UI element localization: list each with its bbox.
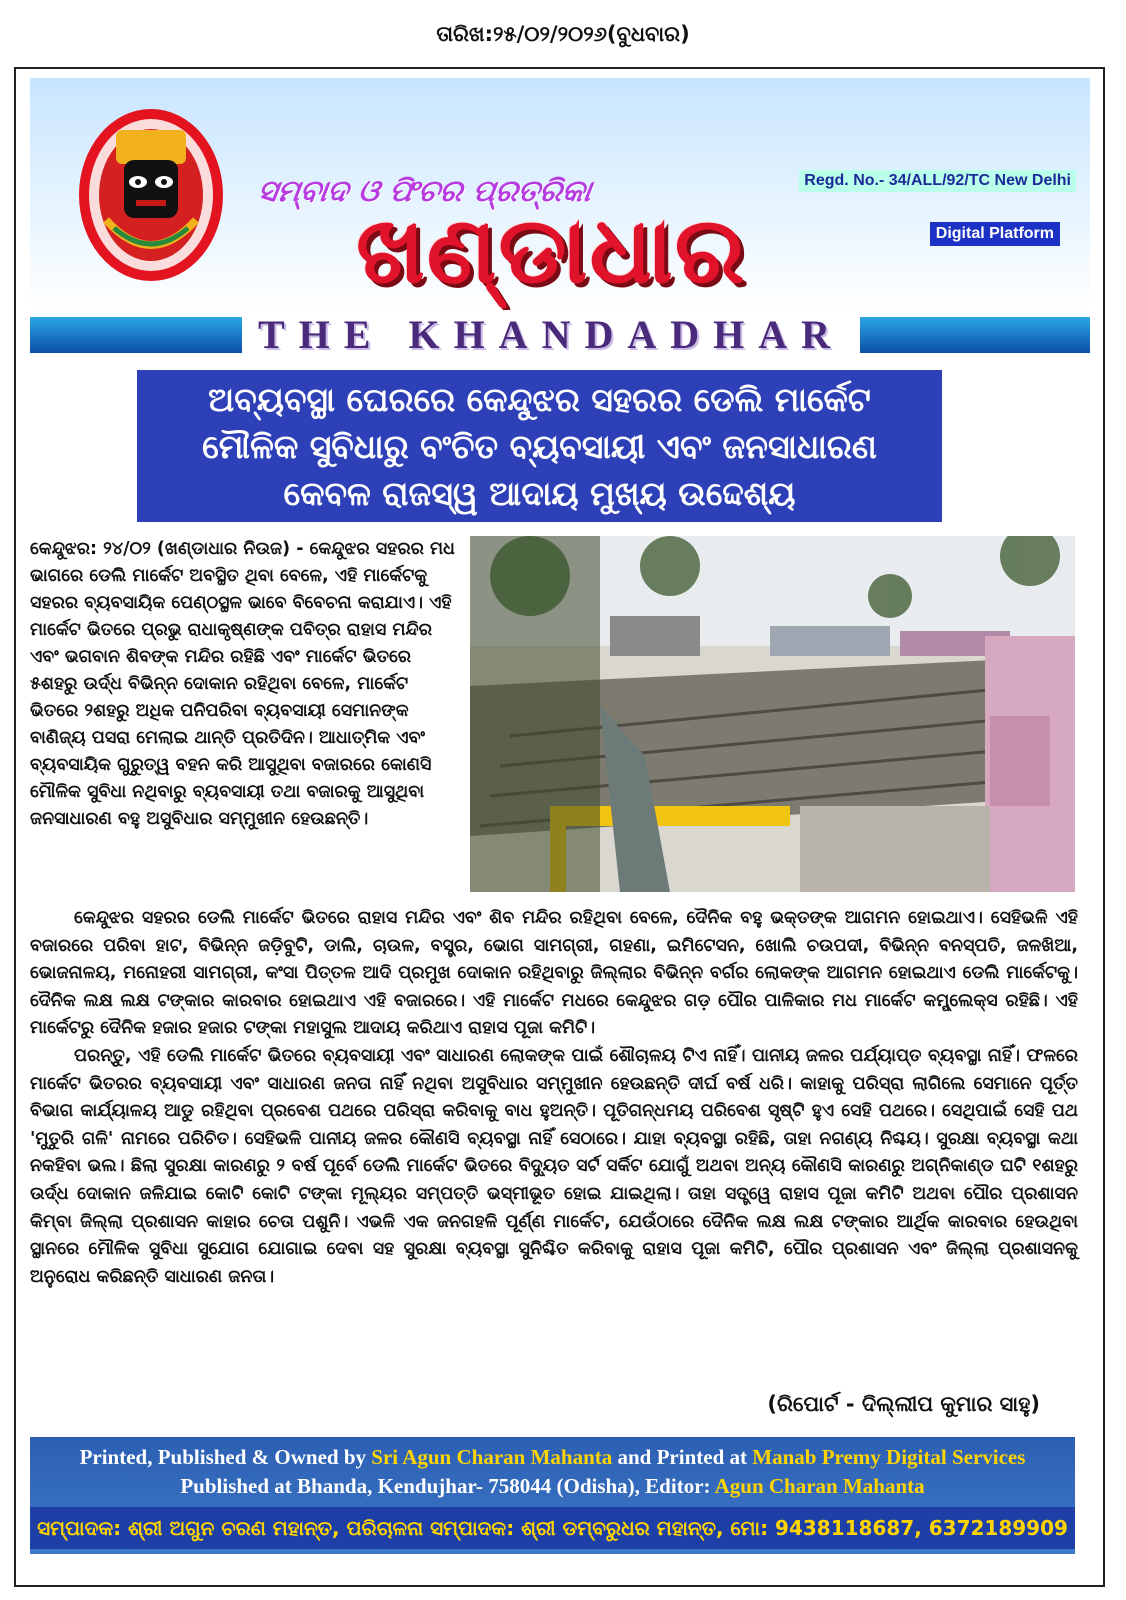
footer-line-1: [30, 1445, 1075, 1470]
article-paragraph: ପରନ୍ତୁ, ଏହି ଡେଲି ମାର୍କେଟ ଭିତରେ ବ୍ୟବସାୟୀ ଏବଂ ସାଧାରଣ ଲୋକଙ୍କ ପାଇଁ ଶୌଚାଳୟ ଟିଏ ନାହିଁ। ପାନୀୟ ଜଳର ପର୍ଯ୍ୟାପ୍ତ ବ୍ୟବସ୍ଥା ନାହିଁ। ଫଳରେ ମାର୍କେଟ ଭିତରର ବ୍ୟବସାୟୀ ଏବଂ ସାଧାରଣ ଜନତା ନାହିଁ ନଥିବା ଅସୁବିଧାର ସମ୍ମୁଖୀନ ହେଉଛନ୍ତି ଦୀର୍ଘ ବର୍ଷ ଧରି। କାହାକୁ ପରିସ୍ରା ଲାଗିଲେ ସେମାନେ ପୂର୍ତ୍ତ ବିଭାଗ କାର୍ଯ୍ୟାଳୟ ଆଡୁ ରହିଥିବା ପ୍ରବେଶ ପଥରେ ପରିସ୍ରା କରିବାକୁ ବାଧ ହୁଅନ୍ତି। ପୂତିଗନ୍ଧମୟ ପରିବେଶ ସୃଷ୍ଟି ହୁଏ ସେହି ପଥରେ। ସେଥିପାଇଁ ସେହି ପଥ 'ମୁତୁରି ଗଳି' ନାମରେ ପରିଚିତ। ସେହିଭଳି ପାନୀୟ ଜଳର କୌଣସି ବ୍ୟବସ୍ଥା ନାହିଁ ସେଠାରେ। ଯାହା ବ୍ୟବସ୍ଥା ରହିଛି, ତାହା ନଗଣ୍ୟ ନିଶ୍ଚୟ। ସୁରକ୍ଷା ବ୍ୟବସ୍ଥା କଥା ନକହିବା ଭଲ। ଛିଲା ସୁରକ୍ଷା କାରଣରୁ ୨ ବର୍ଷ ପୂର୍ବେ ଡେଲି ମାର୍କେଟ ଭିତରେ ବିଦ୍ୟୁତ ସର୍ଟ ସର୍କିଟ ଯୋଗୁଁ ଅଥବା ଅନ୍ୟ କୌଣସି କାରଣରୁ ଅଗ୍ନିକାଣ୍ଡ ଘଟି ୧ଶହରୁ ଉର୍ଦ୍ଧ ଦୋକାନ ଜଳିଯାଇ କୋଟି କୋଟି ଟଙ୍କା ମୂଲ୍ୟର ସମ୍ପତ୍ତି ଭସ୍ମୀଭୂତ ହୋଇ ଯାଇଥିଲା। ତାହା ସତ୍ତ୍ୱେ ରାହାସ ପୂଜା କମିଟି ଅଥବା ପୌର ପ୍ରଶାସନ କିମ୍ବା ଜିଲ୍ଲା ପ୍ରଶାସନ କାହାର ଚେତା ପଶୁନି। ଏଭଳି ଏକ ଜନଗହଳି ପୂର୍ଣ୍ଣ ମାର୍କେଟ, ଯେଉଁଠାରେ ଦୈନିକ ଲକ୍ଷ ଲକ୍ଷ ଟଙ୍କାର ଆର୍ଥିକ କାରବାର ହେଉଥିବା ସ୍ଥାନରେ ମୌଳିକ ସୁବିଧା ସୁଯୋଗ ଯୋଗାଇ ଦେବା ସହ ସୁରକ୍ଷା ବ୍ୟବସ୍ଥା ସୁନିଶ୍ଚିତ କରିବାକୁ ରାହାସ ପୂଜା କମିଟି, ପୌର ପ୍ରଶାସନ ଏବଂ ଜିଲ୍ଲା ପ୍ରଶାସନକୁ ଅନୁରୋଧ କରିଛନ୍ତି ସାଧାରଣ ଜନତା।: [30, 1045, 1078, 1287]
footer-printer-name: Manab Premy Digital Services: [752, 1445, 1026, 1469]
deity-garland-icon: [76, 100, 226, 285]
title-bar-left: [30, 317, 242, 353]
report-byline: (ରିପୋର୍ଟ - ଦିଲ୍ଲୀପ କୁମାର ସାହୁ): [767, 1392, 1040, 1416]
footer-text: Published at Bhanda, Kendujhar- 758044 (Odisha), Editor:: [180, 1474, 715, 1498]
date-line: ତାରିଖ:୨୫/୦୨/୨୦୨୬(ବୁଧବାର): [436, 22, 690, 46]
footer-imprint: [30, 1437, 1075, 1554]
english-title-band: [30, 313, 1090, 357]
footer-line-3: ସମ୍ପାଦକ: ଶ୍ରୀ ଅଗୁନ ଚରଣ ମହାନ୍ତ, ପରିଚାଳନା ସମ୍ପାଦକ: ଶ୍ରୀ ଡମ୍ବରୁଧର ମହାନ୍ତ, ମୋ: 9438118687, 6372189909: [30, 1507, 1075, 1549]
footer-editor-name: Agun Charan Mahanta: [714, 1474, 925, 1498]
footer-text: and Printed at: [612, 1445, 753, 1469]
registration-number: Regd. No.- 34/ALL/92/TC New Delhi: [799, 170, 1076, 192]
newspaper-title-odia: ଖଣ୍ଡାଧାର: [356, 196, 747, 304]
masthead-tagline: ସମ୍ବାଦ ଓ ଫିଚର ପ୍ରତ୍ରିକା: [255, 174, 594, 209]
article-paragraph: କେନ୍ଦୁଝର ସହରର ଡେଲି ମାର୍କେଟ ଭିତରେ ରାହାସ ମନ୍ଦିର ଏବଂ ଶିବ ମନ୍ଦିର ରହିଥିବା ବେଳେ, ଦୈନିକ ବହୁ ଭକ୍ତଙ୍କ ଆଗମନ ହୋଇଥାଏ। ସେହିଭଳି ଏହି ବଜାରରେ ପରିବା ହାଟ, ବିଭିନ୍ନ ଜଡ଼ିବୁଟି, ଡାଲି, ଚାଉଳ, ବସ୍ତ୍ର, ଭୋଗ ସାମଗ୍ରୀ, ଗହଣା, ଇମିଟେସନ, ଖୋଲି ଚଉପଦୀ, ବିଭିନ୍ନ ବନସ୍ପତି, ଜଳଖିଆ, ଭୋଜନାଳୟ, ମନୋହରୀ ସାମଗ୍ରୀ, କଂସା ପିତ୍ତଳ ଆଦି ପ୍ରମୁଖ ଦୋକାନ ରହିଥିବାରୁ ଜିଲ୍ଲାର ବିଭିନ୍ନ ବର୍ଗର ଲୋକଙ୍କ ଆଗମନ ହୋଇଥାଏ ଡେଲି ମାର୍କେଟକୁ। ଦୈନିକ ଲକ୍ଷ ଲକ୍ଷ ଟଙ୍କାର କାରବାର ହୋଇଥାଏ ଏହି ବଜାରରେ। ଏହି ମାର୍କେଟ ମଧରେ କେନ୍ଦୁଝର ଗଡ଼ ପୌର ପାଳିକାର ମଧ ମାର୍କେଟ କମ୍ପ୍ଲେକ୍ସ ରହିଛି। ଏହି ମାର୍କେଟରୁ ଦୈନିକ ହଜାର ହଜାର ଟଙ୍କା ମହାସୁଲ ଆଦାୟ କରିଥାଏ ରାହାସ ପୂଜା କମିଟି।: [30, 908, 1078, 1039]
title-bar-right: [860, 317, 1090, 353]
article-body: [30, 905, 1078, 1291]
footer-line-2: [30, 1474, 1075, 1499]
headline-line-1: ଅବ୍ୟବସ୍ଥା ଘେରରେ କେନ୍ଦୁଝର ସହରର ଡେଲି ମାର୍କେଟ: [208, 380, 871, 419]
footer-text: Printed, Published & Owned by: [79, 1445, 372, 1469]
market-photo: [470, 536, 1075, 892]
newspaper-title-english: THE KHANDADHAR: [257, 312, 845, 357]
headline-box: [137, 370, 942, 522]
masthead: [30, 78, 1090, 310]
footer-owner-name: Sri Agun Charan Mahanta: [371, 1445, 613, 1469]
article-lead: କେନ୍ଦୁଝର: ୨୪/୦୨ (ଖଣ୍ଡାଧାର ନିଉଜ) - କେନ୍ଦୁଝର ସହରର ମଧ ଭାଗରେ ଡେଲି ମାର୍କେଟ ଅବସ୍ଥିତ ଥିବା ବେଳେ, ଏହି ମାର୍କେଟକୁ ସହରର ବ୍ୟବସାୟିକ ପେଣ୍ଠସ୍ଥଳ ଭାବେ ବିବେଚନା କରାଯାଏ। ଏହି ମାର୍କେଟ ଭିତରେ ପ୍ରଭୁ ରାଧାକୃଷ୍ଣଙ୍କ ପବିତ୍ର ରାହାସ ମନ୍ଦିର ଏବଂ ଭଗବାନ ଶିବଙ୍କ ମନ୍ଦିର ରହିଛି ଏବଂ ମାର୍କେଟ ଭିତରେ ୫ଶହରୁ ଉର୍ଦ୍ଧ ବିଭିନ୍ନ ଦୋକାନ ରହିଥିବା ବେଳେ, ମାର୍କେଟ ଭିତରେ ୨ଶହରୁ ଅଧିକ ପନିପରିବା ବ୍ୟବସାୟୀ ସେମାନଙ୍କ ବାଣିଜ୍ୟ ପସରା ମେଲାଇ ଥାନ୍ତି ପ୍ରତିଦିନ। ଆଧାତ୍ମିକ ଏବଂ ବ୍ୟବସାୟିକ ଗୁରୁତ୍ୱ ବହନ କରି ଆସୁଥିବା ବଜାରରେ କୋଣସି ମୌଳିକ ସୁବିଧା ନଥିବାରୁ ବ୍ୟବସାୟୀ ତଥା ବଜାରକୁ ଆସୁଥିବା ଜନସାଧାରଣ ବହୁ ଅସୁବିଧାର ସମ୍ମୁଖୀନ ହେଉଛନ୍ତି।: [30, 539, 455, 829]
headline-line-3: କେବଳ ରାଜସ୍ୱ ଆଦାୟ ମୁଖ୍ୟ ଉଦ୍ଦେଶ୍ୟ: [283, 474, 796, 513]
digital-platform-badge: Digital Platform: [930, 222, 1060, 246]
headline-line-2: ମୌଳିକ ସୁବିଧାରୁ ବଂଚିତ ବ୍ୟବସାୟୀ ଏବଂ ଜନସାଧାରଣ: [202, 427, 877, 466]
